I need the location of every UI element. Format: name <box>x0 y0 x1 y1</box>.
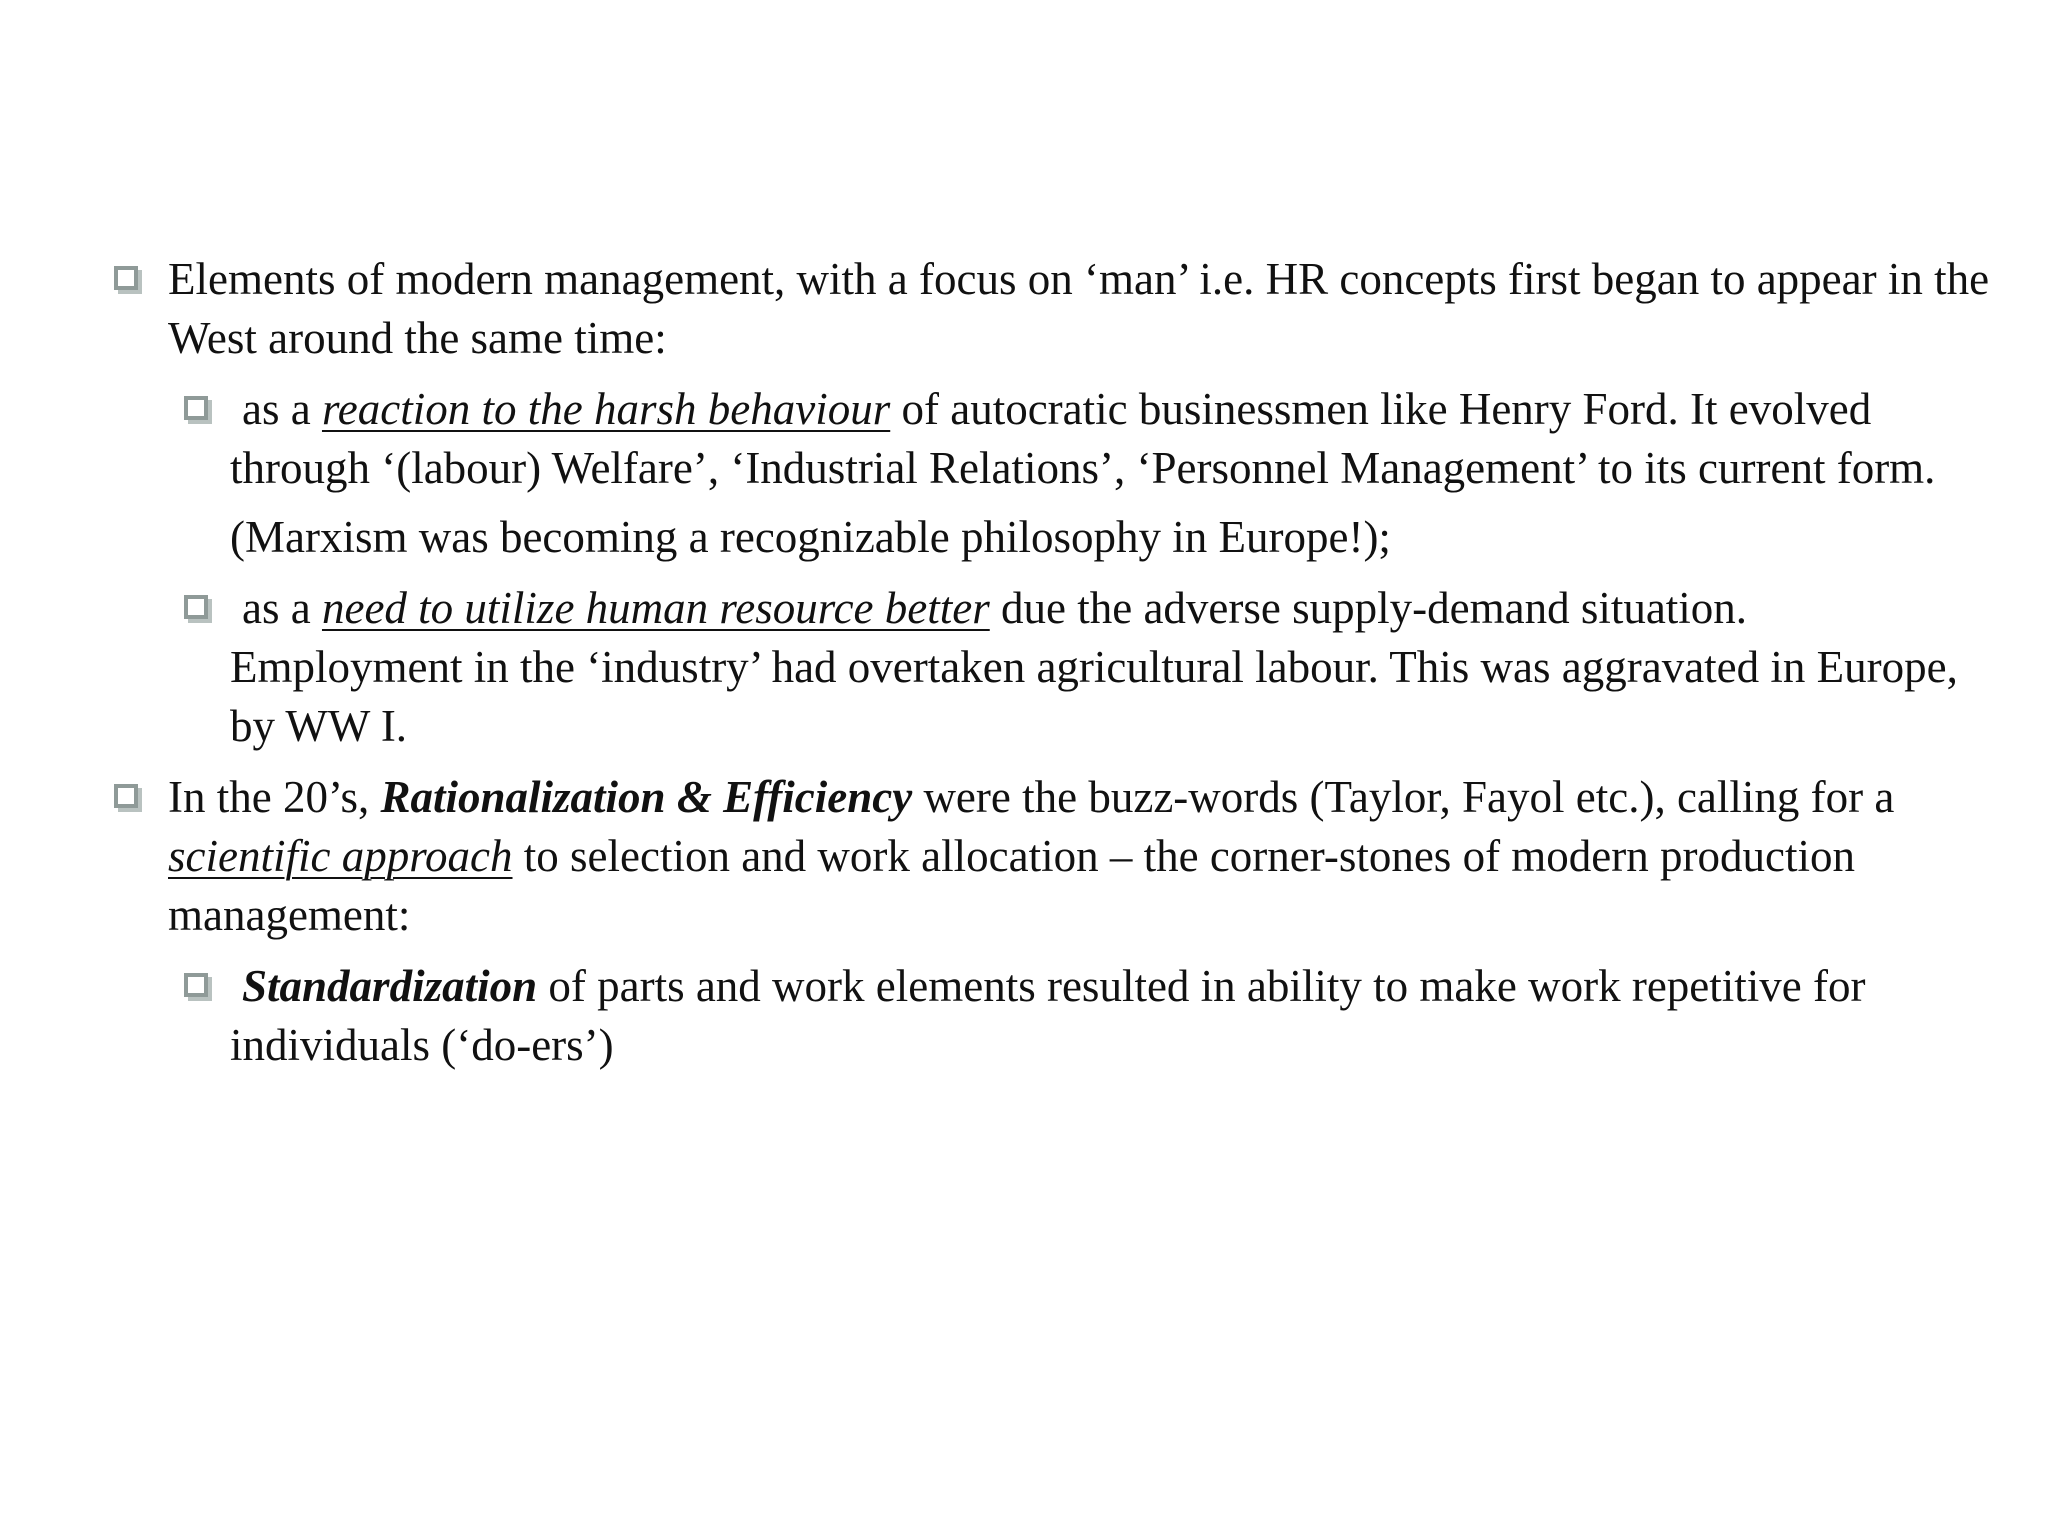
bullet-text-pre: as a <box>242 583 322 633</box>
note-text: (Marxism was becoming a recognizable philosophy in Europe!); <box>230 512 1391 562</box>
sub-bullet-need-to-utilize <box>110 579 1990 756</box>
marxism-note <box>110 508 1990 567</box>
sub-bullet-standardization <box>110 957 1990 1075</box>
bullet-text-bold: Standardization <box>242 961 538 1011</box>
bullet-elements-of-modern-management <box>110 250 1990 368</box>
slide-body <box>110 250 1990 1075</box>
bullet-text-post: due the adverse supply-demand situation. Employment in the ‘industry’ had overtaken agricultural labour. This was aggravated in Europe, by WW I. <box>230 583 1958 751</box>
hollow-square-bullet-icon <box>184 396 208 420</box>
bullet-text-post: to selection and work allocation – the corner-stones of modern production management: <box>168 831 1855 940</box>
hollow-square-bullet-icon <box>184 973 208 997</box>
bullet-text-pre: as a <box>242 384 322 434</box>
sub-bullet-reaction <box>110 380 1990 498</box>
hollow-square-bullet-icon <box>114 784 138 808</box>
bullet-text-bold: Rationalization & Efficiency <box>380 772 913 822</box>
bullet-text-emphasis: scientific approach <box>168 831 513 881</box>
bullet-text-post: of autocratic businessmen like Henry Ford. It evolved through ‘(labour) Welfare’, ‘Industrial Relations’, ‘Personnel Management’ to its current form. <box>230 384 1936 493</box>
bullet-text-post: of parts and work elements resulted in ability to make work repetitive for individuals (‘do-ers’) <box>230 961 1866 1070</box>
bullet-text: Elements of modern management, with a focus on ‘man’ i.e. HR concepts first began to appear in the West around the same time: <box>168 254 1990 363</box>
bullet-twenties <box>110 768 1990 945</box>
hollow-square-bullet-icon <box>114 266 138 290</box>
hollow-square-bullet-icon <box>184 595 208 619</box>
bullet-text-pre: In the 20’s, <box>168 772 381 822</box>
bullet-text-emphasis: reaction to the harsh behaviour <box>321 384 891 434</box>
bullet-text-mid: were the buzz-words (Taylor, Fayol etc.), calling for a <box>912 772 1895 822</box>
bullet-text-emphasis: need to utilize human resource better <box>321 583 990 633</box>
